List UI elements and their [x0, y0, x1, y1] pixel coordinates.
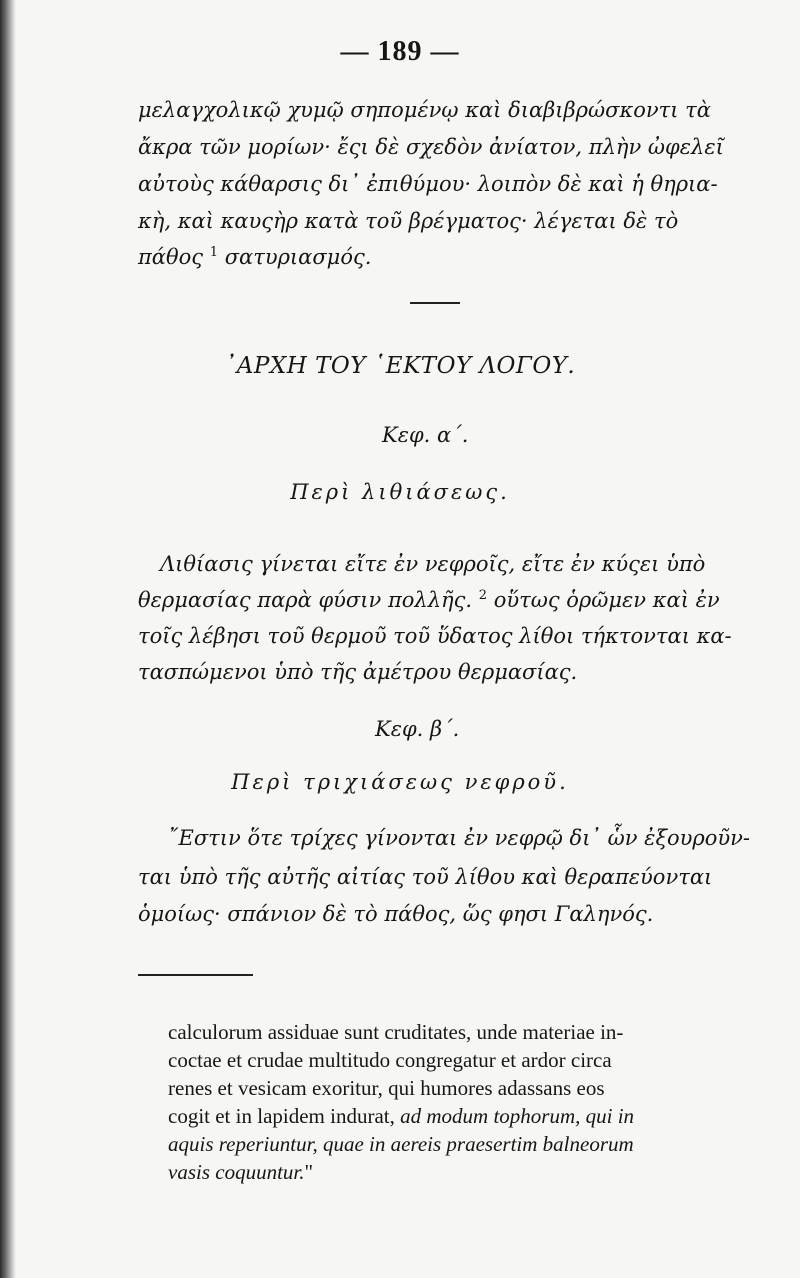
paragraph-line: κὴ, καὶ καυςὴρ κατὰ τοῦ βρέγματος· λέγεται δὲ τὸ	[138, 209, 679, 233]
chapter-title: Περὶ λιθιάσεως.	[290, 480, 510, 504]
chapter-label: Κεφ. α΄.	[382, 423, 469, 447]
paragraph-text: θερμασίας παρὰ φύσιν πολλῆς.	[138, 588, 473, 612]
paragraph-line	[138, 245, 770, 269]
footnote-marker: 2	[478, 588, 487, 603]
page-number: — 189 —	[340, 36, 460, 67]
chapter-title: Περὶ τριχιάσεως νεφροῦ.	[231, 770, 569, 794]
footnote-text: ad modum tophorum, qui in	[400, 1104, 635, 1128]
footnote-text: vasis coquuntur.	[168, 1160, 305, 1184]
footnote-line	[168, 1104, 772, 1129]
paragraph-line: τοῖς λέβησι τοῦ θερμοῦ τοῦ ὕδατος λίθοι τήκτονται κα-	[138, 624, 732, 648]
paragraph-line: τασπώμενοι ὑπὸ τῆς ἀμέτρου θερμασίας.	[138, 660, 578, 684]
footnote-marker: 1	[209, 245, 218, 260]
paragraph-line: ἄκρα τῶν μορίων· ἔςι δὲ σχεδὸν ἀνίατον, πλὴν ὠφελεῖ	[138, 135, 724, 159]
footnote-line: renes et vesicam exoritur, qui humores adassans eos	[168, 1076, 605, 1100]
paragraph-line: ὁμοίως· σπάνιον δὲ τὸ πάθος, ὥς φησι Γαληνός.	[138, 902, 654, 926]
paragraph-text: οὕτως ὁρῶμεν καὶ ἐν	[493, 588, 720, 612]
footnote-line	[168, 1160, 772, 1185]
chapter-label: Κεφ. β΄.	[375, 717, 460, 741]
footnote-line: calculorum assiduae sunt cruditates, unde materiae in-	[168, 1020, 624, 1044]
footnote-text: "	[304, 1160, 314, 1184]
footnote-text: cogit et in lapidem indurat,	[168, 1104, 395, 1128]
paragraph-text: πάθος	[138, 245, 204, 269]
paragraph-line: ῎Εστιν ὅτε τρίχες γίνονται ἐν νεφρῷ δι᾽ ὧν ἐξουροῦν-	[168, 826, 751, 850]
footnote-line: coctae et crudae multitudo congregatur et ardor circa	[168, 1048, 612, 1072]
book-heading: ᾽ΑΡΧΗ ΤΟΥ ῾ΕΚΤΟΥ ΛΟΓΟΥ.	[224, 353, 576, 379]
paragraph-line: ται ὑπὸ τῆς αὐτῆς αἰτίας τοῦ λίθου καὶ θεραπεύονται	[138, 865, 713, 889]
paragraph-line: αὐτοὺς κάθαρσις δι᾽ ἐπιθύμου· λοιπὸν δὲ καὶ ἡ θηρια-	[138, 172, 718, 196]
paragraph-line	[138, 588, 770, 612]
paragraph-text: σατυριασμός.	[224, 245, 372, 269]
paragraph-line: Λιθίασις γίνεται εἴτε ἐν νεφροῖς, εἴτε ἐν κύςει ὑπὸ	[160, 552, 706, 576]
footnote-line: aquis reperiuntur, quae in aereis praesertim balneorum	[168, 1132, 634, 1156]
paragraph-line: μελαγχολικῷ χυμῷ σηπομένῳ καὶ διαβιβρώσκοντι τὰ	[138, 98, 711, 122]
section-divider	[410, 302, 460, 304]
footnote-rule	[138, 974, 253, 976]
page-binding-edge	[0, 0, 16, 1278]
